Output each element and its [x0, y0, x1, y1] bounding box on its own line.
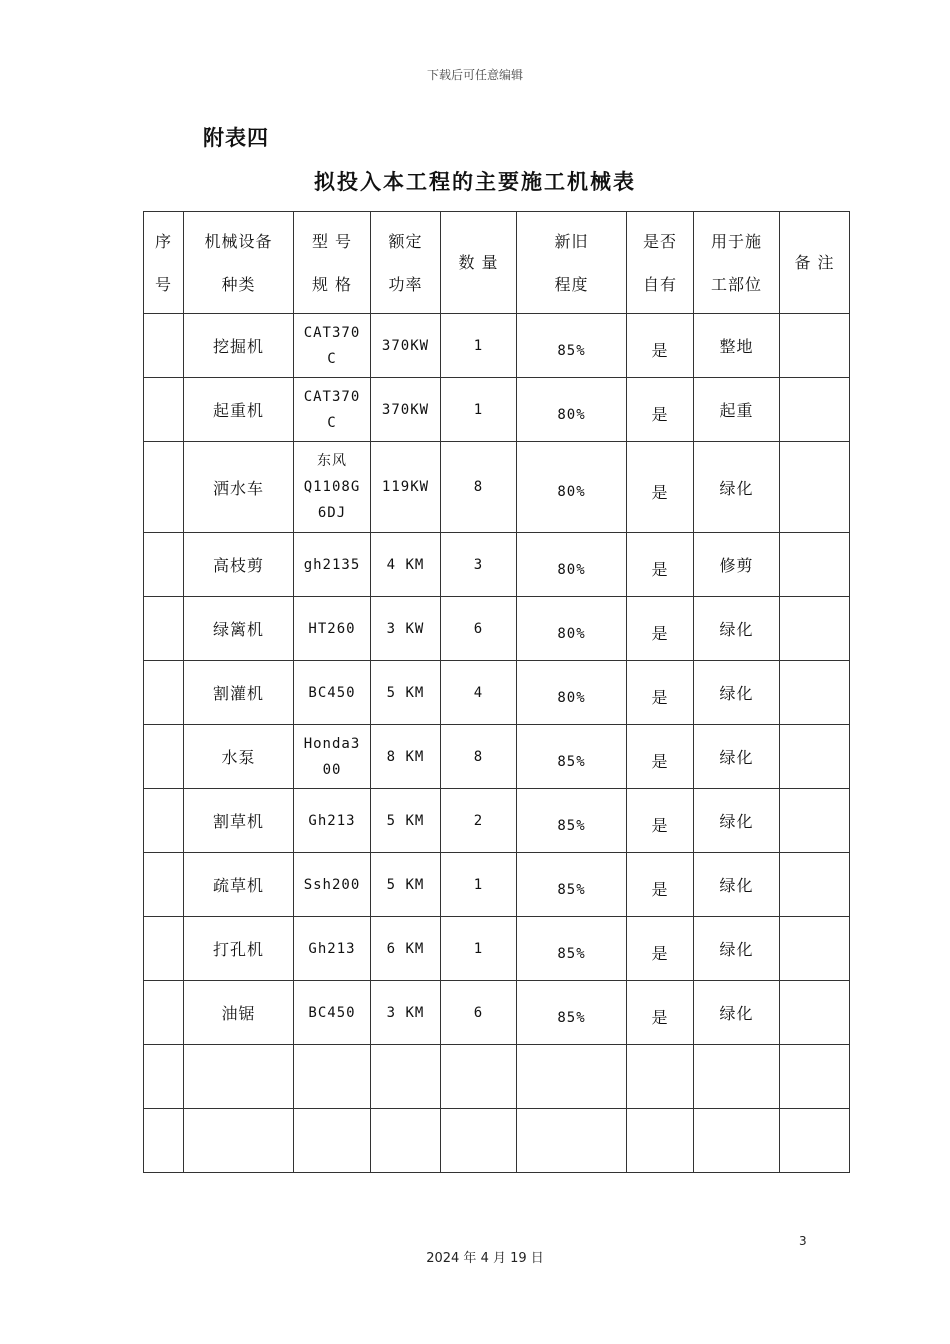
cell-power: 3 KM [371, 981, 441, 1045]
cell-type: 洒水车 [184, 442, 294, 533]
table-row [144, 917, 850, 981]
cell-qty [441, 1109, 517, 1173]
col-header-owned: 是否 自有 [627, 212, 694, 314]
cell-condition [517, 1045, 627, 1109]
cell-qty [441, 1045, 517, 1109]
cell-model [294, 378, 371, 442]
cell-owned: 是 [627, 314, 694, 378]
cell-remark [780, 917, 850, 981]
cell-remark [780, 533, 850, 597]
col-header-condition: 新旧 程度 [517, 212, 627, 314]
cell-model [294, 789, 371, 853]
cell-remark [780, 981, 850, 1045]
table-row [144, 1045, 850, 1109]
cell-use [694, 1045, 780, 1109]
cell-owned: 是 [627, 981, 694, 1045]
cell-remark [780, 1109, 850, 1173]
header-note: 下载后可任意编辑 [426, 68, 523, 82]
model-line: Gh213 [308, 940, 356, 957]
cell-condition: 80% [517, 597, 627, 661]
appendix-label: 附表四 [203, 126, 269, 150]
cell-type: 割灌机 [184, 661, 294, 725]
cell-use: 绿化 [694, 981, 780, 1045]
cell-use: 起重 [694, 378, 780, 442]
cell-no [144, 789, 184, 853]
cell-owned: 是 [627, 533, 694, 597]
cell-use: 绿化 [694, 597, 780, 661]
table-row [144, 533, 850, 597]
cell-remark [780, 597, 850, 661]
cell-type: 挖掘机 [184, 314, 294, 378]
cell-owned: 是 [627, 378, 694, 442]
page-number: 3 [799, 1234, 807, 1248]
cell-use: 整地 [694, 314, 780, 378]
cell-power: 6 KM [371, 917, 441, 981]
cell-model [294, 917, 371, 981]
cell-no [144, 533, 184, 597]
cell-model [294, 853, 371, 917]
cell-no [144, 725, 184, 789]
col-header-use: 用于施 工部位 [694, 212, 780, 314]
col-header-model: 型 号 规 格 [294, 212, 371, 314]
model-line: CAT370 [303, 324, 361, 341]
cell-owned: 是 [627, 725, 694, 789]
model-line: BC450 [308, 1004, 356, 1021]
cell-no [144, 1109, 184, 1173]
cell-remark [780, 725, 850, 789]
model-line: Honda3 [303, 735, 361, 752]
cell-qty: 1 [441, 853, 517, 917]
cell-use: 绿化 [694, 725, 780, 789]
cell-use: 绿化 [694, 917, 780, 981]
table-row [144, 661, 850, 725]
cell-use: 绿化 [694, 853, 780, 917]
cell-model [294, 661, 371, 725]
cell-no [144, 597, 184, 661]
cell-condition [517, 1109, 627, 1173]
cell-power: 119KW [371, 442, 441, 533]
cell-remark [780, 853, 850, 917]
cell-qty: 1 [441, 917, 517, 981]
cell-condition: 80% [517, 378, 627, 442]
model-line: CAT370 [303, 388, 361, 405]
cell-type: 割草机 [184, 789, 294, 853]
cell-type: 油锯 [184, 981, 294, 1045]
cell-qty: 1 [441, 378, 517, 442]
cell-power: 5 KM [371, 853, 441, 917]
table-row [144, 725, 850, 789]
cell-condition: 85% [517, 725, 627, 789]
cell-model [294, 1045, 371, 1109]
cell-condition: 80% [517, 533, 627, 597]
cell-remark [780, 1045, 850, 1109]
cell-owned [627, 1045, 694, 1109]
cell-qty: 6 [441, 597, 517, 661]
cell-qty: 8 [441, 442, 517, 533]
model-line: C [327, 350, 337, 367]
cell-owned: 是 [627, 853, 694, 917]
cell-qty: 2 [441, 789, 517, 853]
model-line: 6DJ [317, 505, 347, 521]
cell-condition: 85% [517, 314, 627, 378]
table-title: 拟投入本工程的主要施工机械表 [314, 170, 636, 194]
cell-condition: 85% [517, 853, 627, 917]
cell-qty: 6 [441, 981, 517, 1045]
cell-use: 修剪 [694, 533, 780, 597]
cell-remark [780, 314, 850, 378]
model-line: 00 [322, 761, 342, 778]
table-row [144, 1109, 850, 1173]
cell-use: 绿化 [694, 442, 780, 533]
cell-remark [780, 661, 850, 725]
model-line: Q1108G [303, 479, 361, 495]
cell-type: 起重机 [184, 378, 294, 442]
cell-no [144, 442, 184, 533]
cell-power: 3 KW [371, 597, 441, 661]
cell-power: 4 KM [371, 533, 441, 597]
model-line: gh2135 [303, 556, 361, 573]
cell-condition: 80% [517, 661, 627, 725]
cell-model [294, 981, 371, 1045]
cell-power: 5 KM [371, 661, 441, 725]
cell-condition: 85% [517, 981, 627, 1045]
cell-model [294, 725, 371, 789]
table-row [144, 981, 850, 1045]
model-line: Ssh200 [303, 876, 361, 893]
table-row [144, 853, 850, 917]
cell-type [184, 1045, 294, 1109]
cell-owned: 是 [627, 917, 694, 981]
cell-type [184, 1109, 294, 1173]
cell-model [294, 597, 371, 661]
cell-use: 绿化 [694, 789, 780, 853]
model-line: BC450 [308, 684, 356, 701]
cell-owned: 是 [627, 442, 694, 533]
cell-power: 370KW [371, 378, 441, 442]
cell-type: 疏草机 [184, 853, 294, 917]
table-row [144, 597, 850, 661]
cell-remark [780, 789, 850, 853]
cell-owned: 是 [627, 789, 694, 853]
table-row [144, 314, 850, 378]
model-line: C [327, 414, 337, 431]
cell-no [144, 661, 184, 725]
col-header-type: 机械设备 种类 [184, 212, 294, 314]
cell-qty: 1 [441, 314, 517, 378]
cell-power: 370KW [371, 314, 441, 378]
cell-use [694, 1109, 780, 1173]
cell-condition: 85% [517, 789, 627, 853]
cell-type: 水泵 [184, 725, 294, 789]
col-header-qty: 数 量 [441, 212, 517, 314]
cell-remark [780, 442, 850, 533]
cell-model [294, 533, 371, 597]
cell-no [144, 981, 184, 1045]
col-header-no: 序 号 [144, 212, 184, 314]
cell-power [371, 1109, 441, 1173]
cell-use: 绿化 [694, 661, 780, 725]
cell-condition: 80% [517, 442, 627, 533]
cell-model [294, 1109, 371, 1173]
cell-qty: 8 [441, 725, 517, 789]
cell-qty: 4 [441, 661, 517, 725]
cell-condition: 85% [517, 917, 627, 981]
machinery-table [143, 211, 850, 1173]
cell-type: 打孔机 [184, 917, 294, 981]
cell-owned: 是 [627, 597, 694, 661]
table-header-row [144, 212, 850, 314]
cell-no [144, 853, 184, 917]
cell-power [371, 1045, 441, 1109]
table-row [144, 378, 850, 442]
table-row [144, 442, 850, 533]
cell-qty: 3 [441, 533, 517, 597]
cell-no [144, 1045, 184, 1109]
cell-power: 5 KM [371, 789, 441, 853]
cell-model [294, 442, 371, 533]
model-line: HT260 [308, 620, 356, 637]
cell-owned [627, 1109, 694, 1173]
cell-no [144, 917, 184, 981]
cell-owned: 是 [627, 661, 694, 725]
col-header-power: 额定 功率 [371, 212, 441, 314]
model-line: 东风 [317, 453, 347, 469]
cell-remark [780, 378, 850, 442]
cell-type: 绿篱机 [184, 597, 294, 661]
model-line: Gh213 [308, 812, 356, 829]
cell-no [144, 314, 184, 378]
cell-no [144, 378, 184, 442]
cell-model [294, 314, 371, 378]
footer-date: 2024 年 4 月 19 日 [426, 1251, 544, 1266]
cell-power: 8 KM [371, 725, 441, 789]
cell-type: 高枝剪 [184, 533, 294, 597]
table-row [144, 789, 850, 853]
col-header-remark: 备 注 [780, 212, 850, 314]
